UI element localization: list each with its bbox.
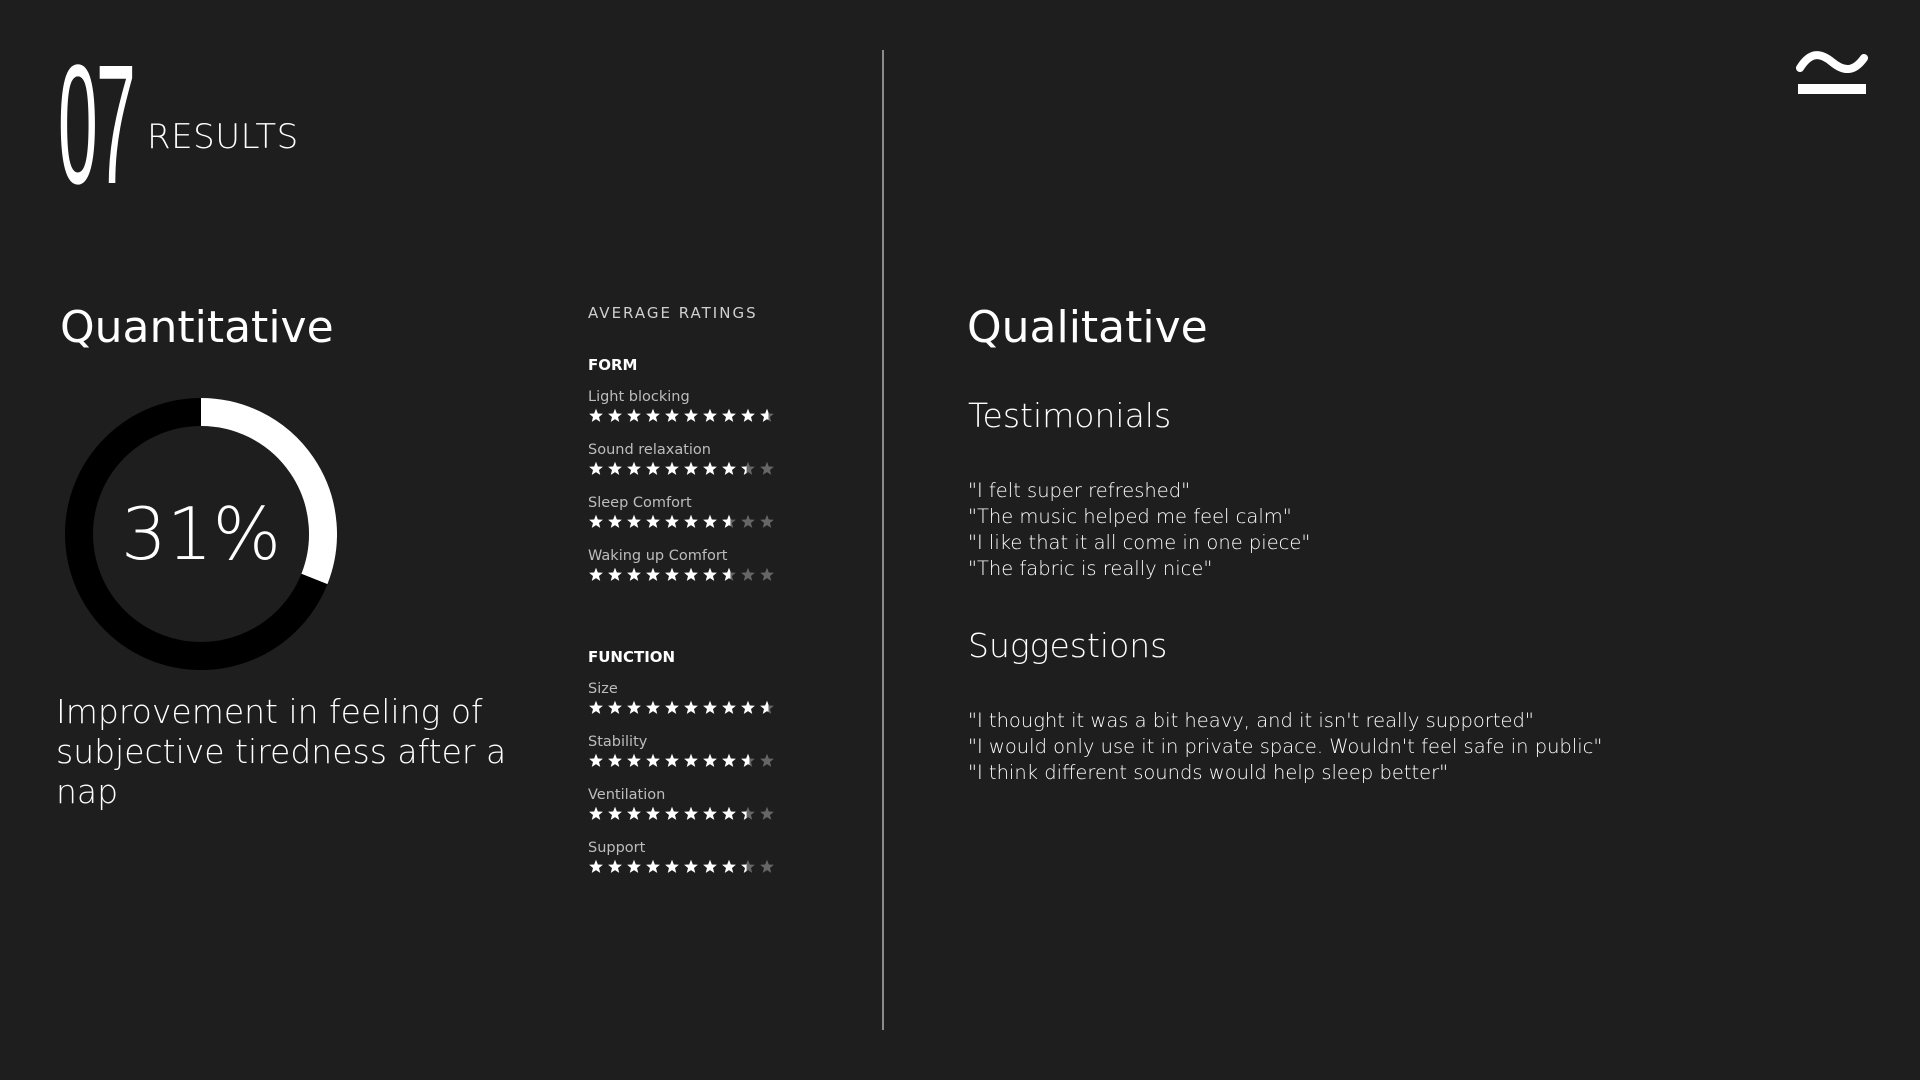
star-empty-icon [760,568,774,581]
rating-label: Light blocking [588,389,690,405]
average-ratings-panel [588,304,788,892]
star-filled-icon [703,515,717,528]
star-rating [588,567,778,583]
rating-item [588,388,788,441]
star-filled-icon [608,462,622,475]
star-filled-icon [665,701,679,714]
qualitative-heading: Qualitative [967,302,1208,353]
star-filled-icon [608,409,622,422]
star-filled-icon [703,701,717,714]
star-filled-icon [589,701,603,714]
star-filled-icon [665,462,679,475]
section-number: 07 [58,30,135,220]
star-empty-icon [741,568,755,581]
suggestion-quote: "I thought it was a bit heavy, and it isn't really supported" [968,709,1534,732]
rating-label: Waking up Comfort [588,548,728,564]
star-filled-icon [722,754,736,767]
star-filled-icon [627,701,641,714]
star-filled-icon [627,860,641,873]
star-filled-icon [722,807,736,820]
star-filled-icon [684,462,698,475]
donut-value-label: 31% [120,492,282,576]
star-filled-icon [589,568,603,581]
star-empty-icon [760,860,774,873]
star-filled-icon [722,462,736,475]
rating-label: Ventilation [588,787,666,803]
star-empty-icon [741,515,755,528]
section-title: RESULTS [147,117,299,157]
star-filled-icon [608,754,622,767]
star-empty-icon [760,515,774,528]
suggestions-heading: Suggestions [968,626,1168,665]
star-filled-icon [646,462,660,475]
star-rating [588,700,778,716]
star-filled-icon [589,462,603,475]
star-filled-icon [627,409,641,422]
star-filled-icon [589,860,603,873]
star-rating [588,461,778,477]
star-filled-icon [703,462,717,475]
star-filled-icon [608,701,622,714]
star-filled-icon [684,860,698,873]
rating-group-title: FORM [588,356,638,374]
star-rating [588,806,778,822]
star-filled-icon [627,462,641,475]
star-filled-icon [646,568,660,581]
star-filled-icon [608,860,622,873]
rating-item [588,839,788,892]
star-filled-icon [608,568,622,581]
vertical-divider [882,50,884,1030]
star-filled-icon [627,568,641,581]
star-filled-icon [627,754,641,767]
star-rating [588,859,778,875]
suggestion-quote: "I would only use it in private space. Wouldn't feel safe in public" [968,735,1603,758]
rating-label: Sound relaxation [588,442,711,458]
star-filled-icon [665,860,679,873]
star-filled-icon [722,701,736,714]
star-filled-icon [608,807,622,820]
wave-bar-logo-icon [1796,48,1868,100]
star-empty-icon [760,807,774,820]
star-filled-icon [684,754,698,767]
star-filled-icon [646,807,660,820]
star-empty-icon [760,754,774,767]
star-rating [588,753,778,769]
star-filled-icon [741,409,755,422]
rating-label: Sleep Comfort [588,495,692,511]
star-filled-icon [684,409,698,422]
ratings-title: AVERAGE RATINGS [588,304,758,322]
star-filled-icon [646,754,660,767]
testimonial-quote: "I like that it all come in one piece" [968,531,1311,554]
star-filled-icon [703,860,717,873]
star-filled-icon [665,754,679,767]
rating-label: Size [588,681,618,697]
rating-item [588,547,788,600]
star-filled-icon [665,409,679,422]
star-filled-icon [722,409,736,422]
star-filled-icon [589,515,603,528]
star-filled-icon [665,515,679,528]
metric-description: Improvement in feeling of subjective tiredness after a nap [56,692,507,811]
testimonial-quote: "The music helped me feel calm" [968,505,1292,528]
rating-group-title: FUNCTION [588,648,676,666]
testimonials-heading: Testimonials [968,396,1172,435]
star-filled-icon [646,701,660,714]
suggestions-list [968,708,1602,786]
star-filled-icon [665,568,679,581]
star-filled-icon [665,807,679,820]
star-rating [588,408,778,424]
star-filled-icon [684,807,698,820]
testimonial-quote: "I felt super refreshed" [968,479,1191,502]
star-filled-icon [741,701,755,714]
star-filled-icon [646,409,660,422]
rating-item [588,733,788,786]
rating-label: Stability [588,734,648,750]
rating-item [588,441,788,494]
testimonials-list [968,478,1310,582]
star-filled-icon [703,754,717,767]
rating-item [588,494,788,547]
star-filled-icon [646,860,660,873]
star-filled-icon [703,807,717,820]
testimonial-quote: "The fabric is really nice" [968,557,1213,580]
star-filled-icon [703,568,717,581]
rating-item [588,786,788,839]
star-filled-icon [684,701,698,714]
quantitative-heading: Quantitative [60,302,334,353]
star-filled-icon [589,754,603,767]
star-filled-icon [684,568,698,581]
rating-item [588,680,788,733]
star-filled-icon [627,807,641,820]
star-filled-icon [646,515,660,528]
star-filled-icon [627,515,641,528]
star-empty-icon [760,462,774,475]
suggestion-quote: "I think different sounds would help sleep better" [968,761,1449,784]
star-rating [588,514,778,530]
star-filled-icon [722,860,736,873]
star-filled-icon [608,515,622,528]
rating-label: Support [588,840,646,856]
star-filled-icon [684,515,698,528]
star-filled-icon [589,409,603,422]
star-filled-icon [703,409,717,422]
star-filled-icon [589,807,603,820]
